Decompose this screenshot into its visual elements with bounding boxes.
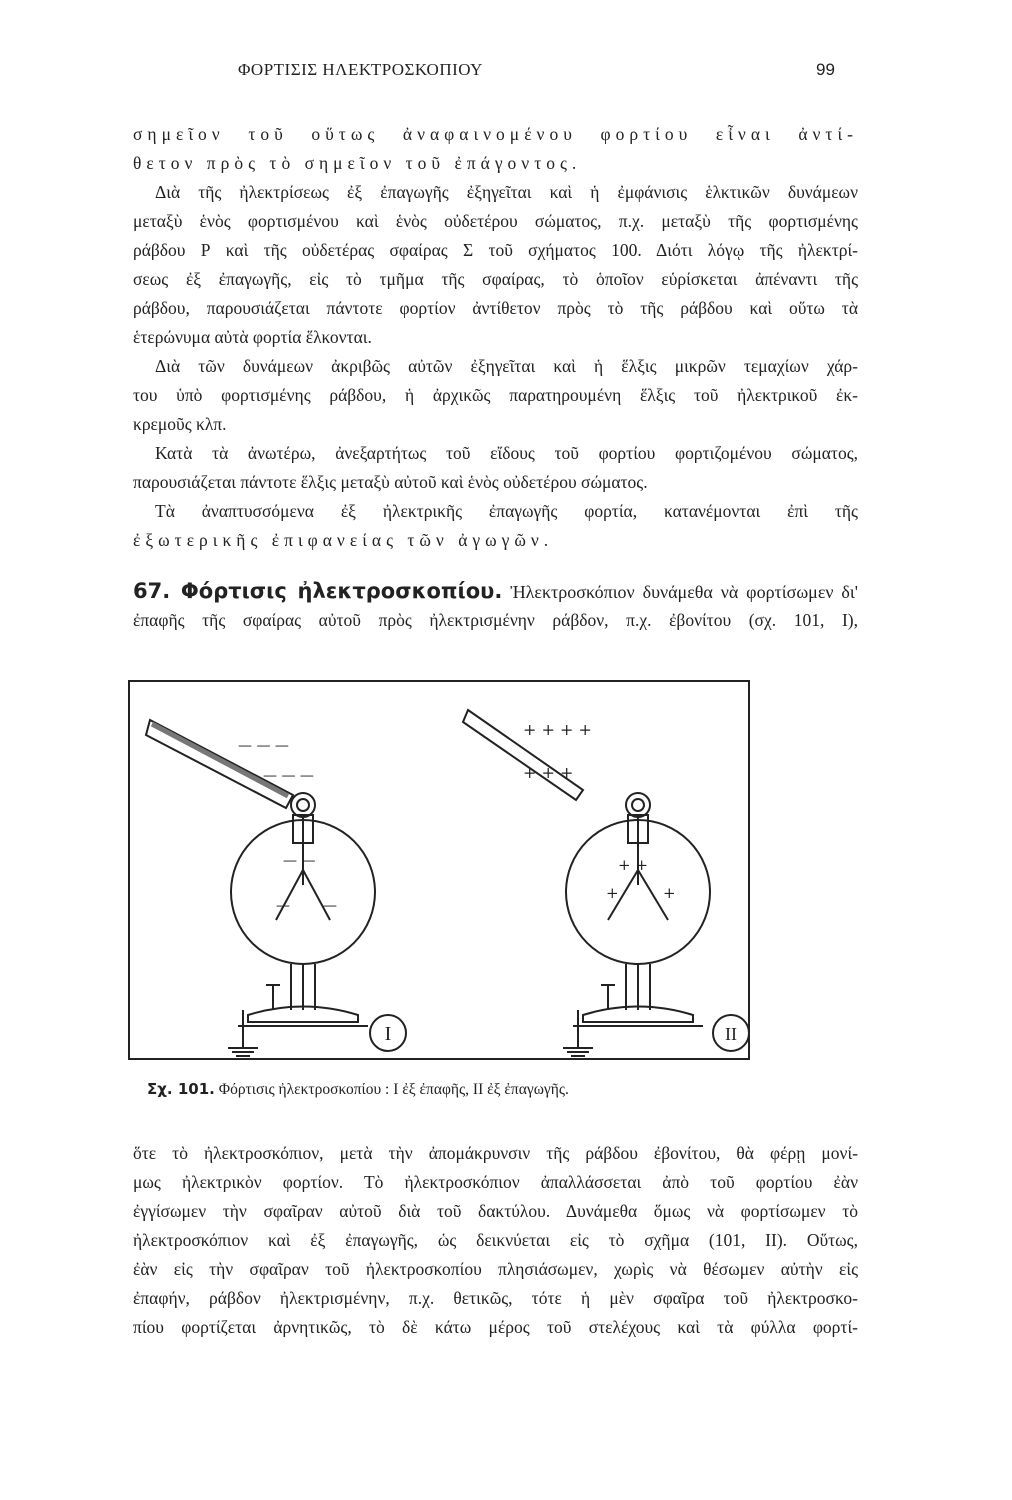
text-line: πίου φορτίζεται ἀρνητικῶς, τὸ δὲ κάτω μέρος τοῦ στελέχους καὶ τὰ φύλλα φορτί- [133,1317,858,1337]
text-line: παρουσιάζεται πάντοτε ἕλξις μεταξὺ αὐτοῦ καὶ ἑνὸς οὐδετέρου σώματος. [133,472,648,492]
body-text-top [133,120,858,555]
text-line: Διὰ τῶν δυνάμεων ἀκριβῶς αὐτῶν ἐξηγεῖται καὶ ἡ ἕλξις μικρῶν τεμαχίων χάρ- [155,356,858,376]
text-line: ὅτε τὸ ἠλεκτροσκόπιον, μετὰ τὴν ἀπομάκρυνσιν τῆς ράβδου ἐβονίτου, θὰ φέρῃ μονί- [133,1143,858,1163]
text-line: σεως ἐξ ἐπαγωγῆς, εἰς τὸ τμῆμα τῆς σφαίρας, τὸ ὁποῖον εὑρίσκεται ἀπέναντι τῆς [133,269,858,289]
running-header [0,60,1012,88]
text-line: ἠλεκτροσκόπιον καὶ ἐξ ἐπαγωγῆς, ὡς δεικνύεται εἰς τὸ σχῆμα (101, ΙΙ). Οὕτως, [133,1230,858,1250]
text-line: ἐπαφήν, ράβδον ἠλεκτρισμένην, π.χ. θετικῶς, τότε ἡ μὲν σφαῖρα τοῦ ἠλεκτροσκο- [133,1288,858,1308]
caption-text: Φόρτισις ἠλεκτροσκοπίου : Ι ἐξ ἐπαφῆς, ΙΙ ἐξ ἐπαγωγῆς. [218,1081,569,1098]
section-heading-line [133,576,858,606]
text-line: του ὑπὸ φορτισμένης ράβδου, ἡ ἀρχικῶς παρατηρουμένη ἕλξις τοῦ ἠλεκτρικοῦ ἐκ- [133,385,858,405]
text-line: Τὰ ἀναπτυσσόμενα ἐξ ἠλεκτρικῆς ἐπαγωγῆς φορτία, κατανέμονται ἐπὶ τῆς [155,501,858,521]
svg-text:+ + + +: + + + + [523,720,592,739]
svg-text:— — —: — — — [263,768,314,784]
text-line: ἑτερώνυμα αὐτὰ φορτία ἕλκονται. [133,327,372,347]
text-line: ράβδου, παρουσιάζεται πάντοτε φορτίον ἀντίθετον πρὸς τὸ τῆς ράβδου καὶ οὕτω τὰ [133,298,858,318]
svg-text:+ + +: + + + [523,763,574,782]
svg-text:—: — [276,898,290,914]
section-67 [133,576,858,635]
figure-label-i: I [384,1023,392,1045]
figure-caption [147,1080,569,1099]
svg-text:— — —: — — — [238,738,289,754]
text-line: σημεῖον τοῦ οὕτως ἀναφαινομένου φορτίου εἶναι ἀντί- [133,124,858,144]
text-line: Διὰ τῆς ἠλεκτρίσεως ἐξ ἐπαγωγῆς ἐξηγεῖται καὶ ἡ ἐμφάνισις ἑλκτικῶν δυνάμεων [155,182,858,202]
svg-text:+: + [606,884,619,902]
page-number: 99 [816,60,835,79]
section-heading: 67. Φόρτισις ἠλεκτροσκοπίου. [133,579,503,603]
text-line: ἐξωτερικῆς ἐπιφανείας τῶν ἀγωγῶν. [133,530,554,550]
body-text-bottom [133,1139,858,1342]
figure-label-ii: II [725,1024,737,1044]
electroscope-illustration [128,680,752,1062]
text-line: ἐπαφῆς τῆς σφαίρας αὐτοῦ πρὸς ἠλεκτρισμένην ράβδον, π.χ. ἐβονίτου (σχ. 101, Ι), [133,610,858,630]
svg-text:+ +: + + [618,856,648,874]
text-line: κρεμοῦς κλπ. [133,414,227,434]
caption-label: Σχ. 101. [147,1080,215,1098]
text-line: θετον πρὸς τὸ σημεῖον τοῦ ἐπάγοντος. [133,153,582,173]
svg-text:— —: — — [283,853,316,869]
text-line: ἐγγίσωμεν τὴν σφαῖραν αὐτοῦ διὰ τοῦ δακτύλου. Δυνάμεθα ὅμως νὰ φορτίσωμεν τὸ [133,1201,858,1221]
text-line: μως ἠλεκτρικὸν φορτίον. Τὸ ἠλεκτροσκόπιον ἀπαλλάσσεται ἀπὸ τοῦ φορτίου ἐὰν [133,1172,858,1192]
text-line: Κατὰ τὰ ἀνωτέρω, ἀνεξαρτήτως τοῦ εἴδους τοῦ φορτίου φορτιζομένου σώματος, [155,443,858,463]
text-line: μεταξὺ ἑνὸς φορτισμένου καὶ ἑνὸς οὐδετέρου σώματος, π.χ. μεταξὺ τῆς φορτισμένης [133,211,858,231]
text-line: ἐὰν εἰς τὴν σφαῖραν τοῦ ἠλεκτροσκοπίου πλησιάσωμεν, χωρὶς νὰ θέσωμεν αὐτὴν εἰς [133,1259,858,1279]
svg-text:+: + [663,884,676,902]
text-run: Ἠλεκτροσκόπιον δυνάμεθα νὰ φορτίσωμεν δι' [510,582,858,602]
svg-text:—: — [323,898,337,914]
text-line: ράβδου Ρ καὶ τῆς οὐδετέρας σφαίρας Σ τοῦ σχήματος 100. Διότι λόγῳ τῆς ἠλεκτρί- [133,240,858,260]
figure-101 [128,680,752,1062]
running-title: ΦΟΡΤΙΣΙΣ ΗΛΕΚΤΡΟΣΚΟΠΙΟΥ [238,60,483,79]
